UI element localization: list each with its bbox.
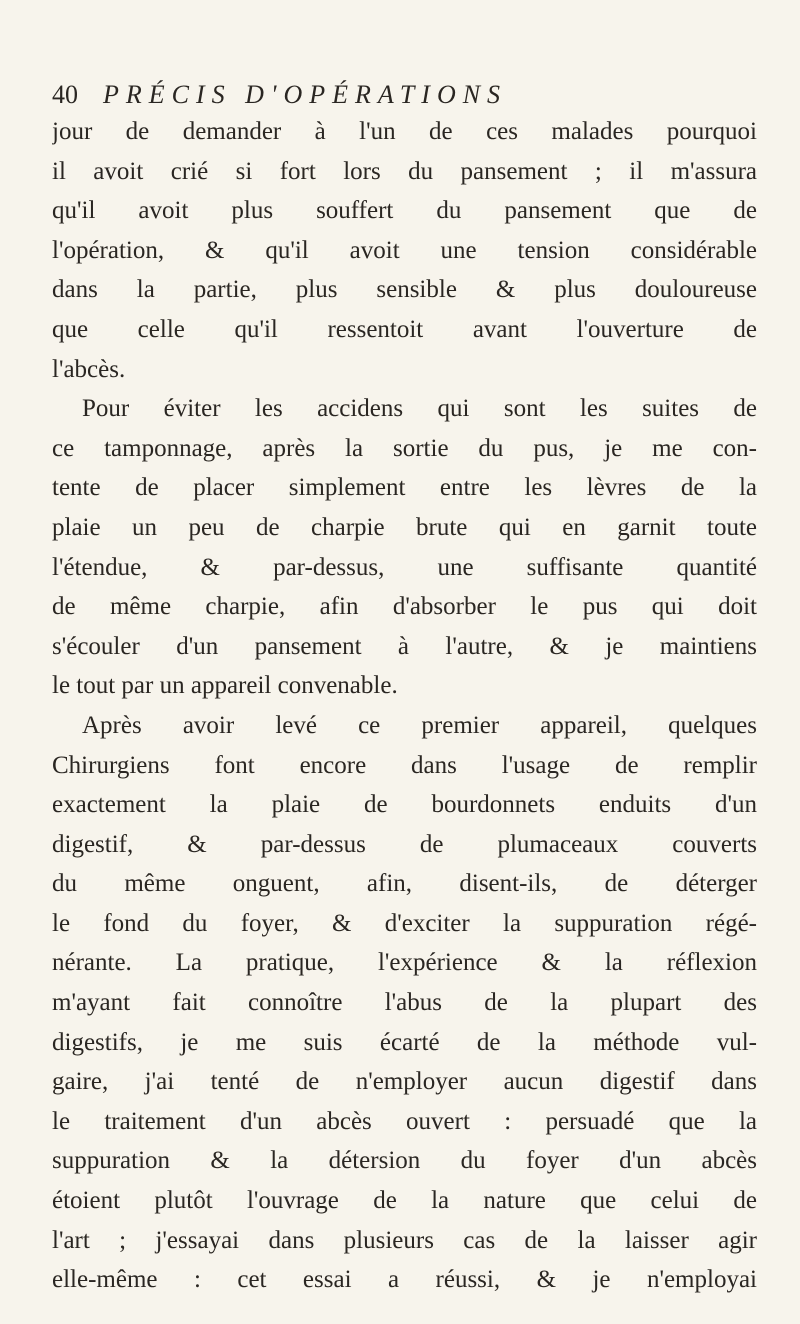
text-line: étoient plutôt l'ouvrage de la nature que celui de — [52, 1187, 757, 1215]
text-line: qu'il avoit plus souffert du pansement que de — [52, 197, 757, 225]
text-line: jour de demander à l'un de ces malades pourquoi — [52, 118, 757, 145]
text-line: digestif, & par-dessus de plumaceaux couverts — [52, 830, 757, 858]
text-line: l'abcès. — [52, 355, 126, 383]
text-line: le traitement d'un abcès ouvert : persuadé que la — [52, 1107, 757, 1135]
text-line: le fond du foyer, & d'exciter la suppuration régé- — [52, 909, 757, 937]
text-line: ce tamponnage, après la sortie du pus, je me con- — [52, 434, 757, 462]
text-line: elle-même : cet essai a réussi, & je n'employai — [52, 1266, 757, 1294]
text-line: l'opération, & qu'il avoit une tension considérable — [52, 236, 757, 264]
text-line: gaire, j'ai tenté de n'employer aucun digestif dans — [52, 1068, 757, 1096]
running-head — [52, 78, 760, 112]
text-line: m'ayant fait connoître l'abus de la plupart des — [52, 989, 757, 1017]
text-line: suppuration & la détersion du foyer d'un abcès — [52, 1147, 757, 1175]
text-line: l'étendue, & par-dessus, une suffisante quantité — [52, 553, 757, 581]
text-line: exactement la plaie de bourdonnets enduits d'un — [52, 791, 757, 819]
body-text — [52, 112, 757, 1300]
text-line: tente de placer simplement entre les lèvres de la — [52, 474, 757, 502]
text-line: plaie un peu de charpie brute qui en garnit toute — [52, 513, 757, 541]
paragraph — [52, 389, 757, 706]
text-line: l'art ; j'essayai dans plusieurs cas de la laisser agir — [52, 1226, 757, 1254]
text-line: Chirurgiens font encore dans l'usage de remplir — [52, 751, 757, 779]
page-number: 40 — [52, 80, 78, 109]
text-line: Pour éviter les accidens qui sont les suites de — [82, 395, 757, 423]
text-line: s'écouler d'un pansement à l'autre, & je maintiens — [52, 632, 757, 660]
running-title: PRÉCIS D'OPÉRATIONS — [103, 80, 508, 109]
text-line: de même charpie, afin d'absorber le pus qui doit — [52, 593, 757, 621]
text-line: que celle qu'il ressentoit avant l'ouverture de — [52, 315, 757, 343]
text-line: le tout par un appareil convenable. — [52, 672, 398, 700]
text-line: digestifs, je me suis écarté de la méthode vul- — [52, 1028, 757, 1056]
paragraph — [52, 112, 757, 389]
text-line: Après avoir levé ce premier appareil, quelques — [82, 711, 757, 739]
text-line: du même onguent, afin, disent-ils, de déterger — [52, 870, 757, 898]
paragraph — [52, 706, 757, 1300]
text-line: dans la partie, plus sensible & plus douloureuse — [52, 276, 757, 304]
text-line: il avoit crié si fort lors du pansement ; il m'assura — [52, 157, 757, 185]
text-line: nérante. La pratique, l'expérience & la réflexion — [52, 949, 757, 977]
